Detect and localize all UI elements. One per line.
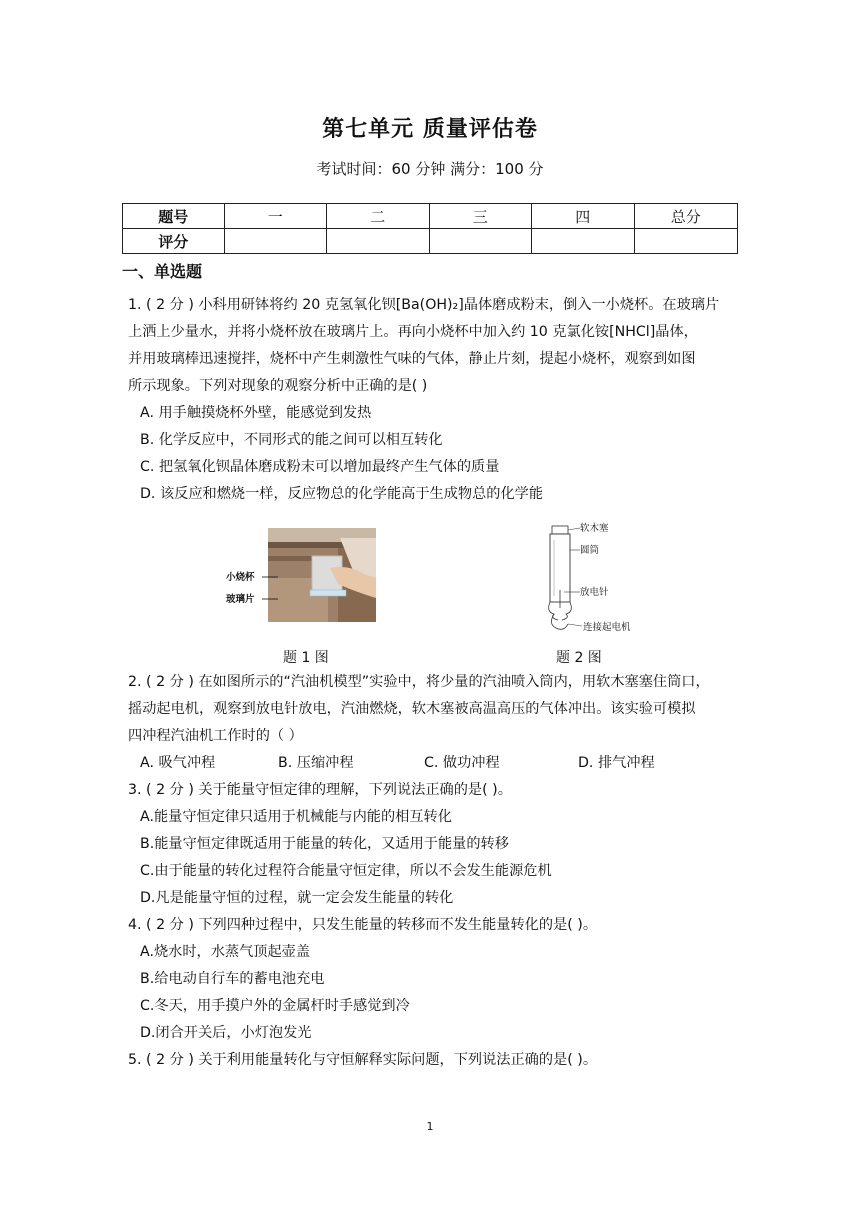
table-cell: 二: [327, 204, 430, 229]
q2-options: [140, 750, 680, 777]
question-2-line: 2. ( 2 分 ) 在如图所示的“汽油机模型”实验中，将少量的汽油喷入筒内，用软木塞塞住筒口，: [128, 674, 710, 690]
table-cell: 四: [532, 204, 635, 229]
figure-1-labels: [222, 566, 282, 606]
q3-option-d[interactable]: D.凡是能量守恒的过程，就一定会发生能量的转化: [140, 890, 454, 906]
question-4-line: 4. ( 2 分 ) 下列四种过程中，只发生能量的转移而不发生能量转化的是( )。: [128, 917, 598, 933]
section-heading: 一、单选题: [122, 262, 203, 281]
q3-option-a[interactable]: A.能量守恒定律只适用于机械能与内能的相互转化: [140, 809, 452, 825]
q3-option-b[interactable]: B.能量守恒定律既适用于能量的转化，又适用于能量的转移: [140, 836, 509, 852]
table-cell: 三: [429, 204, 532, 229]
q1-option-d[interactable]: D. 该反应和燃烧一样，反应物总的化学能高于生成物总的化学能: [140, 486, 544, 502]
score-cell[interactable]: [429, 229, 532, 254]
figure-1-photo: [268, 528, 376, 622]
question-2-line: 四冲程汽油机工作时的（ ）: [128, 728, 303, 744]
q4-option-c[interactable]: C.冬天，用手摸户外的金属杆时手感觉到冷: [140, 998, 410, 1014]
question-1-line: 上洒上少量水，并将小烧杯放在玻璃片上。再向小烧杯中加入约 10 克氯化铵[NHCl]晶体，: [128, 324, 698, 340]
figure-2-caption: 题 2 图: [556, 650, 602, 666]
fig2-label-needle: 放电针: [580, 587, 609, 598]
q4-option-b[interactable]: B.给电动自行车的蓄电池充电: [140, 971, 325, 987]
q2-option-d[interactable]: D. 排气冲程: [578, 755, 655, 771]
fig1-label-glass: 玻璃片: [226, 594, 255, 605]
table-row: [123, 229, 738, 254]
question-1-line: 1. ( 2 分 ) 小科用研钵将约 20 克氢氧化钡[Ba(OH)₂]晶体磨成粉末，倒入一小烧杯。在玻璃片: [128, 297, 720, 313]
figure-2-diagram: [540, 520, 650, 638]
q2-option-b[interactable]: B. 压缩冲程: [278, 755, 354, 771]
q1-option-b[interactable]: B. 化学反应中，不同形式的能之间可以相互转化: [140, 432, 443, 448]
question-1-line: 所示现象。下列对现象的观察分析中正确的是( ): [128, 378, 428, 394]
q1-option-c[interactable]: C. 把氢氧化钡晶体磨成粉末可以增加最终产生气体的质量: [140, 459, 500, 475]
score-cell[interactable]: [327, 229, 430, 254]
q4-option-a[interactable]: A.烧水时，水蒸气顶起壶盖: [140, 944, 311, 960]
table-row: [123, 204, 738, 229]
q2-option-c[interactable]: C. 做功冲程: [424, 755, 500, 771]
exam-info: 考试时间：60 分钟 满分：100 分: [316, 160, 544, 178]
q4-option-d[interactable]: D.闭合开关后，小灯泡发光: [140, 1025, 312, 1041]
fig2-label-cork: 软木塞: [580, 523, 609, 534]
score-cell[interactable]: [634, 229, 738, 254]
table-cell: 总分: [634, 204, 738, 229]
question-3-line: 3. ( 2 分 ) 关于能量守恒定律的理解，下列说法正确的是( )。: [128, 782, 512, 798]
fig2-label-generator: 连接起电机: [583, 622, 631, 633]
q1-option-a[interactable]: A. 用手触摸烧杯外壁，能感觉到发热: [140, 405, 372, 421]
page-title: 第七单元 质量评估卷: [322, 117, 538, 142]
fig2-label-cylinder: 圆筒: [580, 545, 600, 556]
question-2-line: 摇动起电机，观察到放电针放电，汽油燃烧，软木塞被高温高压的气体冲出。该实验可模拟: [128, 701, 696, 717]
table-cell: 一: [224, 204, 327, 229]
score-table: [122, 203, 738, 254]
question-1-line: 并用玻璃棒迅速搅拌，烧杯中产生刺激性气味的气体，静止片刻，提起小烧杯，观察到如图: [128, 351, 696, 367]
table-cell: 题号: [123, 204, 225, 229]
score-cell[interactable]: [224, 229, 327, 254]
q2-option-a[interactable]: A. 吸气冲程: [140, 755, 216, 771]
question-5-line: 5. ( 2 分 ) 关于利用能量转化与守恒解释实际问题，下列说法正确的是( )。: [128, 1052, 598, 1068]
table-cell: 评分: [123, 229, 225, 254]
q3-option-c[interactable]: C.由于能量的转化过程符合能量守恒定律，所以不会发生能源危机: [140, 863, 552, 879]
fig1-label-beaker: 小烧杯: [226, 572, 255, 583]
page-number: 1: [426, 1120, 434, 1133]
score-cell[interactable]: [532, 229, 635, 254]
figure-1-caption: 题 1 图: [283, 650, 329, 666]
